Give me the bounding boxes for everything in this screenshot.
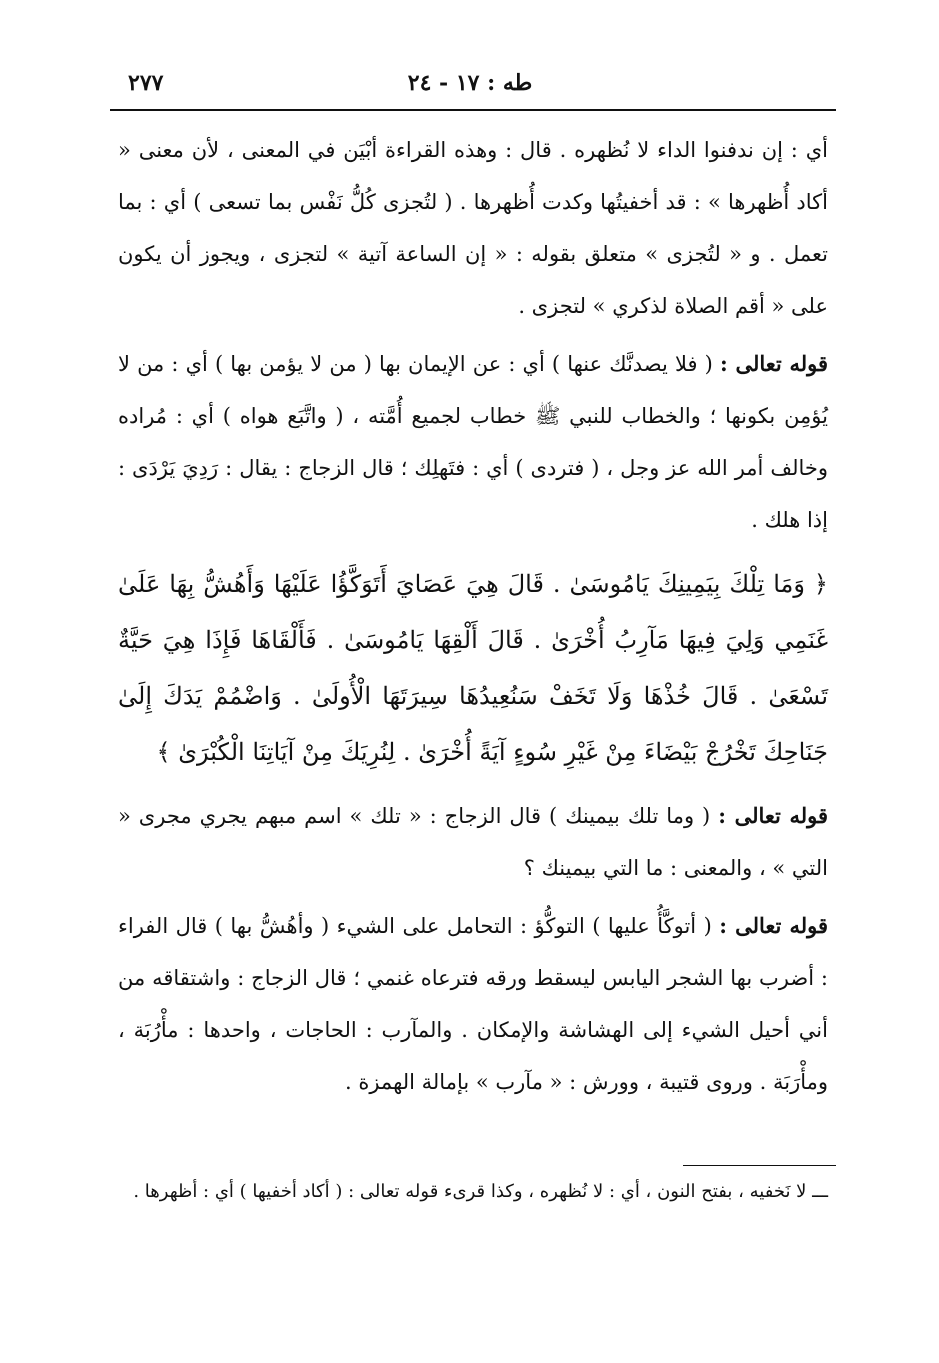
paragraph-text: أي : إن ندفنوا الداء لا نُظهره . قال : وهذه القراءة أبْيَن في المعنى ، لأن معنى « أكاد أُظهرها » : قد أخفيتُها وكدت أُظهرها . ( لتُجزى كُلُّ نَفْس بما تسعى ) أي : بما تعمل . و « لتُجزى » متعلق بقوله : « إن الساعة آتية » لتجزى ، ويجوز أن يكون على « أقم الصلاة لذكري » لتجزى .	[118, 138, 828, 318]
page-number: ٢٧٧	[128, 70, 164, 96]
footnote-divider	[683, 1165, 836, 1166]
footnote-1: ـــ لا نَخفيه ، بفتح النون ، أي : لا نُظهره ، وكذا قرىء قوله تعالى : ( أكاد أخفيها ) أي : أظهرها .	[133, 1181, 828, 1202]
paragraph-2	[118, 338, 828, 546]
paragraph-3	[118, 790, 828, 894]
paragraph-4	[118, 900, 828, 1108]
footnotes	[118, 1172, 828, 1212]
main-text	[118, 124, 828, 1108]
paragraph-lead: قوله تعالى :	[719, 351, 828, 376]
page-header	[110, 66, 830, 106]
paragraph-text: ( وما تلك بيمينك ) قال الزجاج : « تلك » اسم مبهم يجري مجرى « التي » ، والمعنى : ما التي بيمينك ؟	[118, 804, 828, 880]
paragraph-lead: قوله تعالى :	[719, 913, 828, 938]
paragraph-1	[118, 124, 828, 332]
paragraph-text: ( أتوكَّأُ عليها ) التوكُّؤ : التحامل على الشيء ( وأهُشُّ بها ) قال الفراء : أضرب بها الشجر اليابس ليسقط ورقه فترعاه غنمي ؛ قال الزجاج : واشتقاقه من أني أحيل الشيء إلى الهشاشة والإمكان . والمآرب : الحاجات ، واحدها : مأْرُبَة ، ومأْرَبَة . وروى قتيبة ، وورش : « مآرب » بإمالة الهمزة .	[118, 914, 828, 1094]
paragraph-text: ( فلا يصدنَّك عنها ) أي : عن الإيمان بها ( من لا يؤمن بها ) أي : من لا يُؤمِن بكونها ؛ والخطاب للنبي ﷺ خطاب لجميع أُمَّته ، ( واتَّبَع هواه ) أي : مُراده وخالف أمر الله عز وجل ، ( فتردى ) أي : فتَهلِك ؛ قال الزجاج : يقال : رَدِيَ يَرْدَى : إذا هلك .	[118, 352, 828, 532]
quran-verses: ﴿ وَمَا تِلْكَ بِيَمِينِكَ يَامُوسَىٰ . قَالَ هِيَ عَصَايَ أَتَوَكَّؤُا عَلَيْهَا وَأَهُشُّ بِهَا عَلَىٰ غَنَمِي وَلِيَ فِيهَا مَآرِبُ أُخْرَىٰ . قَالَ أَلْقِهَا يَامُوسَىٰ . فَأَلْقَاهَا فَإِذَا هِيَ حَيَّةٌ تَسْعَىٰ . قَالَ خُذْهَا وَلَا تَخَفْ سَنُعِيدُهَا سِيرَتَهَا الْأُولَىٰ . وَاضْمُمْ يَدَكَ إِلَىٰ جَنَاحِكَ تَخْرُجْ بَيْضَاءَ مِنْ غَيْرِ سُوءٍ آيَةً أُخْرَىٰ . لِنُرِيَكَ مِنْ آيَاتِنَا الْكُبْرَىٰ ﴾	[118, 570, 828, 766]
running-title: طه : ١٧ - ٢٤	[407, 70, 533, 96]
header-divider	[110, 109, 836, 111]
paragraph-lead: قوله تعالى :	[718, 803, 828, 828]
